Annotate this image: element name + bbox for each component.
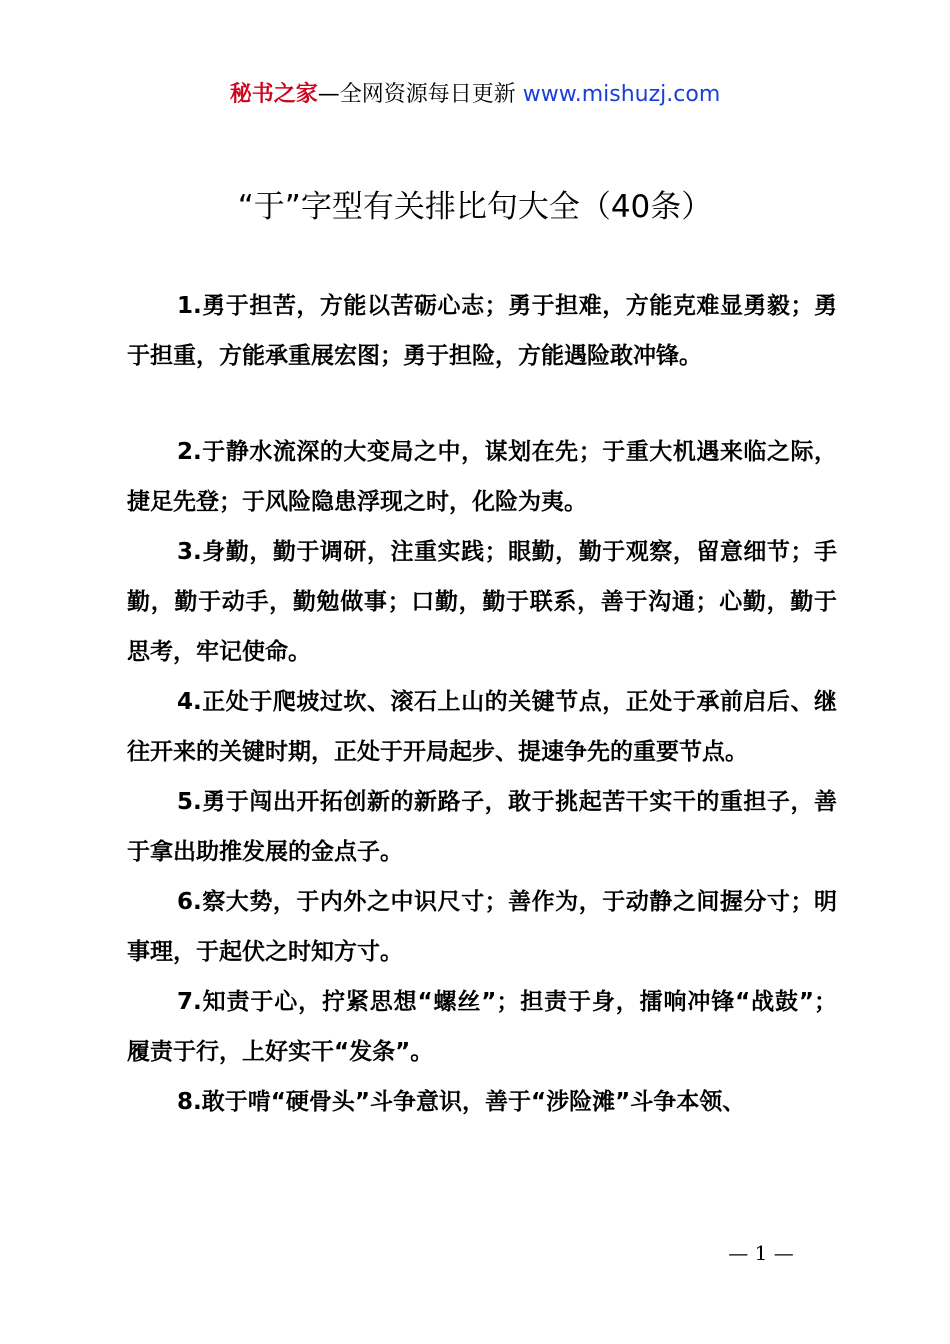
paragraph-3: 3.身勤，勤于调研，注重实践；眼勤，勤于观察，留意细节；手勤，勤于动手，勤勉做事；口勤，勤于联系，善于沟通；心勤，勤于思考，牢记使命。 (127, 539, 837, 665)
site-brand: 秘书之家 (229, 82, 318, 107)
paragraph-1: 1.勇于担苦，方能以苦砺心志；勇于担难，方能克难显勇毅；勇于担重，方能承重展宏图；勇于担险，方能遇险敢冲锋。 (127, 293, 837, 369)
paragraph-8: 8.敢于啃“硬骨头”斗争意识，善于“涉险滩”斗争本领、 (177, 1089, 746, 1115)
site-header (0, 78, 950, 112)
site-url-link[interactable]: www.mishuzj.com (522, 82, 721, 107)
document-body (127, 281, 837, 1127)
paragraph-4: 4.正处于爬坡过坎、滚石上山的关键节点，正处于承前启后、继往开来的关键时期，正处于开局起步、提速争先的重要节点。 (127, 689, 837, 765)
page-number: — 1 — (728, 1241, 794, 1265)
paragraph-7: 7.知责于心，拧紧思想“螺丝”；担责于身，擂响冲锋“战鼓”；履责于行，上好实干“发条”。 (127, 989, 837, 1065)
paragraph-2: 2.于静水流深的大变局之中，谋划在先；于重大机遇来临之际，捷足先登；于风险隐患浮现之时，化险为夷。 (127, 439, 837, 515)
site-slogan: —全网资源每日更新 (317, 82, 516, 107)
document-title: “于”字型有关排比句大全（40条） (237, 189, 713, 225)
paragraph-6: 6.察大势，于内外之中识尺寸；善作为，于动静之间握分寸；明事理，于起伏之时知方寸。 (127, 889, 837, 965)
paragraph-5: 5.勇于闯出开拓创新的新路子，敢于挑起苦干实干的重担子，善于拿出助推发展的金点子。 (127, 789, 837, 865)
